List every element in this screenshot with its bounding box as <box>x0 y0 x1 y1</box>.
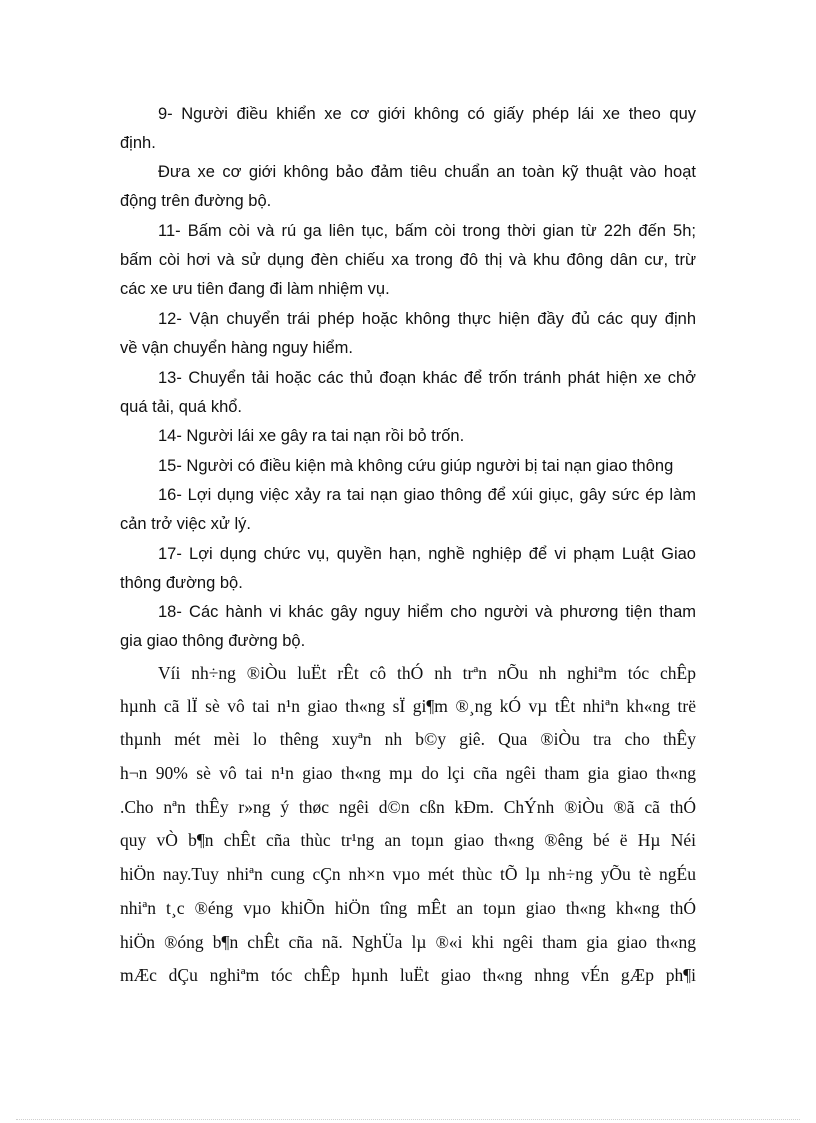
paragraph-item-13-line-1: 13- Chuyển tải hoặc các thủ đoạn khác để trốn tránh phát hiện xe chở <box>158 369 696 387</box>
paragraph-item-12-line-1: 12- Vận chuyển trái phép hoặc không thực hiện đầy đủ các quy định <box>158 310 696 328</box>
paragraph-item-16-line-1: 16- Lợi dụng việc xảy ra tai nạn giao thông để xúi giục, gây sức ép làm <box>158 486 696 504</box>
paragraph-item-16-line-2: cản trở việc xử lý. <box>120 515 251 533</box>
legacy-paragraph-line-7: hiÖn nay.Tuy nhiªn cung cÇn nh×n vµo mét thùc tÕ lµ nh÷ng yÕu tè ngÉu <box>120 864 696 884</box>
paragraph-item-10-line-1: Đưa xe cơ giới không bảo đảm tiêu chuẩn an toàn kỹ thuật vào hoạt <box>158 163 696 181</box>
paragraph-item-15-line-1: 15- Người có điều kiện mà không cứu giúp người bị tai nạn giao thông <box>158 457 674 475</box>
legacy-paragraph-line-10: mÆc dÇu nghiªm tóc chÊp hµnh luËt giao th«ng nhng vÉn gÆp ph¶i <box>120 965 696 985</box>
page-bottom-divider <box>16 1119 800 1120</box>
legacy-paragraph-line-9: hiÖn ®óng b¶n chÊt cña nã. NghÜa lµ ®«i khi ngêi tham gia giao th«ng <box>120 932 696 952</box>
paragraph-item-18-line-2: gia giao thông đường bộ. <box>120 632 306 650</box>
paragraph-item-10-line-2: động trên đường bộ. <box>120 192 272 210</box>
paragraph-item-14-line-1: 14- Người lái xe gây ra tai nạn rồi bỏ trốn. <box>158 427 465 445</box>
legacy-paragraph-line-5: .Cho nªn thÊy r»ng ý thøc ngêi d©n cßn kÐm. ChÝnh ®iÒu ®ã cã thÓ <box>120 797 696 817</box>
paragraph-item-9-line-2: định. <box>120 134 156 152</box>
legacy-paragraph-line-2: hµnh cã lÏ sè vô tai n¹n giao th«ng sÏ gi¶m ®¸ng kÓ vµ tÊt nhiªn kh«ng trë <box>120 696 696 716</box>
paragraph-item-11-line-3: các xe ưu tiên đang đi làm nhiệm vụ. <box>120 280 390 298</box>
paragraph-item-11-line-2: bấm còi hơi và sử dụng đèn chiếu xa trong đô thị và khu đông dân cư, trừ <box>120 251 696 269</box>
legacy-paragraph-line-6: quy vÒ b¶n chÊt cña thùc tr¹ng an toµn giao th«ng ®êng bé ë Hµ Néi <box>120 830 696 850</box>
legacy-paragraph-line-1: Víi nh÷ng ®iÒu luËt rÊt cô thÓ nh trªn nÕu nh nghiªm tóc chÊp <box>158 663 696 683</box>
paragraph-item-12-line-2: về vận chuyển hàng nguy hiểm. <box>120 339 353 357</box>
paragraph-item-13-line-2: quá tải, quá khổ. <box>120 398 243 416</box>
legacy-paragraph-line-8: nhiªn t¸c ®éng vµo khiÕn hiÖn tîng mÊt an toµn giao th«ng kh«ng thÓ <box>120 898 696 918</box>
paragraph-item-9-line-1: 9- Người điều khiển xe cơ giới không có giấy phép lái xe theo quy <box>158 105 696 123</box>
legacy-paragraph-line-4: h¬n 90% sè vô tai n¹n giao th«ng mµ do lçi cña ngêi tham gia giao th«ng <box>120 763 696 783</box>
paragraph-item-18-line-1: 18- Các hành vi khác gây nguy hiểm cho người và phương tiện tham <box>158 603 696 621</box>
paragraph-item-17-line-2: thông đường bộ. <box>120 574 243 592</box>
legacy-paragraph-line-3: thµnh mét mèi lo thêng xuyªn nh b©y giê. Qua ®iÒu tra cho thÊy <box>120 729 696 749</box>
paragraph-item-17-line-1: 17- Lợi dụng chức vụ, quyền hạn, nghề nghiệp để vi phạm Luật Giao <box>158 545 696 563</box>
paragraph-item-11-line-1: 11- Bấm còi và rú ga liên tục, bấm còi trong thời gian từ 22h đến 5h; <box>158 222 696 240</box>
